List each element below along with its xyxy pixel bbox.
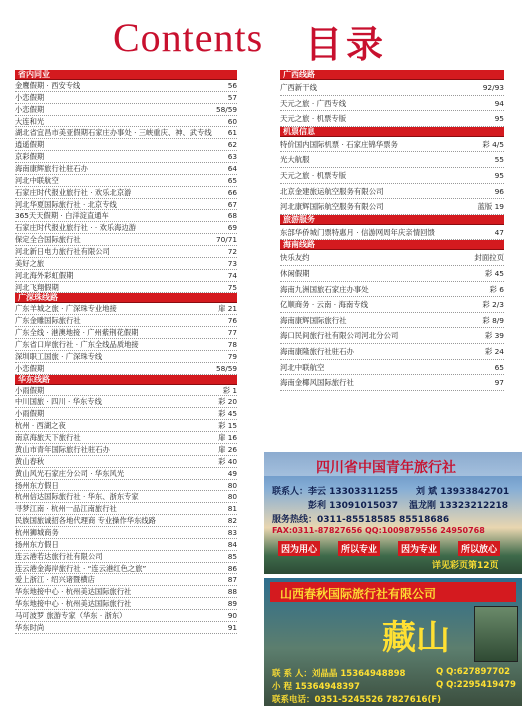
toc-entry[interactable]	[280, 96, 504, 112]
toc-entry-title: 小雨假期	[15, 409, 45, 419]
ad2-photo	[474, 606, 518, 662]
toc-entry[interactable]	[15, 234, 237, 246]
ad1-contact-1: 联系人：李云 13303311255	[272, 487, 399, 497]
toc-entry-page: 81	[227, 504, 237, 514]
toc-entry-title: 爱上浙江 · 绍兴诸暨横店	[15, 575, 95, 585]
toc-entry[interactable]	[15, 339, 237, 351]
toc-entry-page: 彩 6	[489, 284, 504, 294]
ad1-contact-1b: 刘 斌 13933842701	[416, 487, 510, 497]
toc-entry[interactable]	[15, 222, 237, 234]
toc-entry[interactable]	[15, 420, 237, 432]
toc-entry-title: 河北海外彩虹假期	[15, 270, 74, 280]
section-header: 广西线路	[280, 70, 504, 80]
ad2-phone: 联系电话：0351-5245526 7827616(F)	[272, 695, 442, 705]
toc-entry-title: 河北中联航空	[15, 175, 59, 185]
toc-entry[interactable]	[15, 574, 237, 586]
toc-entry-title: 休闲假期	[280, 268, 310, 278]
toc-entry-page: 彩 24	[484, 346, 504, 356]
toc-entry-title: 中川国旅 · 四川 · 华东专线	[15, 397, 102, 407]
toc-entry-page: 78	[227, 340, 237, 350]
toc-entry-page: 55	[494, 155, 504, 165]
toc-entry[interactable]	[280, 225, 504, 241]
toc-entry-title: 海南康隆旅行社驻石办	[280, 346, 354, 356]
section-header: 华东线路	[15, 375, 237, 385]
toc-entry-page: 85	[227, 551, 237, 561]
toc-entry-page: 86	[227, 563, 237, 573]
toc-entry-page: 彩 20	[218, 397, 237, 407]
toc-entry-page: 彩 45	[484, 268, 504, 278]
ad1-title: 四川省中国青年旅行社	[316, 460, 456, 476]
toc-entry[interactable]	[15, 563, 237, 575]
ad1-contact-2: 彭利 13091015037	[308, 501, 399, 511]
toc-entry[interactable]	[15, 163, 237, 175]
ad1-slogan-3: 因为专业	[398, 541, 440, 556]
toc-entry[interactable]	[15, 80, 237, 92]
toc-entry[interactable]	[280, 344, 504, 360]
toc-entry-page: 彩 39	[484, 331, 504, 341]
toc-entry-title: 华东地接中心 · 杭州美达国际旅行社	[15, 587, 132, 597]
toc-entry[interactable]	[15, 385, 237, 397]
toc-entry-title: 河北新日电力旅行社有限公司	[15, 247, 110, 257]
toc-entry-page: 60	[227, 116, 237, 126]
toc-entry-page: 彩 15	[218, 421, 237, 431]
toc-entry-title: 杭州狮城商务	[15, 527, 59, 537]
toc-entry-title: 天元之旅 · 机票专版	[280, 170, 347, 180]
toc-entry[interactable]	[15, 258, 237, 270]
section-header: 广深珠线路	[15, 293, 237, 303]
toc-entry-page: 69	[227, 223, 237, 233]
toc-entry-title: 深圳职工国旅 · 广深珠专线	[15, 351, 103, 361]
toc-entry[interactable]	[15, 315, 237, 327]
toc-entry[interactable]	[15, 303, 237, 315]
toc-entry[interactable]	[15, 527, 237, 539]
toc-entry-title: 亿顺商务 · 云南 · 海南专线	[280, 300, 369, 310]
toc-entry[interactable]	[280, 152, 504, 168]
toc-entry-page: 彩 45	[218, 409, 237, 419]
toc-entry[interactable]	[15, 598, 237, 610]
toc-entry-title: 民族国旅诚招各地代理商 专业操作华东线路	[15, 516, 156, 526]
toc-entry-title: 海南金椰风国际旅行社	[280, 378, 354, 388]
toc-entry[interactable]	[15, 175, 237, 187]
toc-entry[interactable]	[280, 80, 504, 96]
toc-entry-title: 连云港若达旅行社有限公司	[15, 551, 103, 561]
toc-entry[interactable]	[280, 137, 504, 153]
section-header: 旅游服务	[280, 215, 504, 225]
toc-entry[interactable]	[15, 246, 237, 258]
section-header: 省内同业	[15, 70, 237, 80]
toc-entry-page: 88	[227, 587, 237, 597]
toc-entry[interactable]	[15, 503, 237, 515]
toc-entry-page: 84	[227, 539, 237, 549]
toc-entry-title: 杭州信达国际旅行社 · 华东、浙东专家	[15, 492, 139, 502]
section-header: 机票信息	[280, 127, 504, 137]
toc-entry-page: 67	[227, 199, 237, 209]
left-column	[15, 70, 237, 634]
toc-entry[interactable]	[280, 168, 504, 184]
toc-entry-title: 广西新干线	[280, 83, 317, 92]
toc-entry[interactable]	[15, 456, 237, 468]
ad1-slogan-1: 因为用心	[278, 541, 320, 556]
toc-entry[interactable]	[15, 92, 237, 104]
toc-entry-page: 72	[227, 247, 237, 257]
toc-entry-title: 寻梦江南 · 杭州一品江南旅行社	[15, 504, 117, 514]
toc-entry-title: 天元之旅 · 广西专线	[280, 98, 347, 108]
right-column	[280, 70, 504, 391]
toc-entry-title: 广东金雕国际旅行社	[15, 316, 81, 326]
toc-entry-page: 91	[227, 622, 237, 632]
toc-entry-title: 广东省口岸旅行社 · 广东全线品质地接	[15, 340, 139, 350]
toc-entry-title: 华东时尚	[15, 622, 45, 632]
toc-entry[interactable]	[280, 111, 504, 127]
toc-entry-page: 58/59	[215, 363, 237, 373]
toc-entry-page: 76	[227, 316, 237, 326]
toc-entry[interactable]	[15, 444, 237, 456]
ad2-contact-2: 小 程 15364948397	[272, 682, 360, 692]
toc-entry[interactable]	[15, 127, 237, 139]
toc-entry-page: 75	[227, 282, 237, 292]
toc-entry-title: 海南康辉旅行社驻石办	[15, 164, 88, 174]
toc-entry[interactable]	[15, 408, 237, 420]
toc-entry[interactable]	[15, 515, 237, 527]
toc-entry-title: 石家庄时代报业旅行社 · · 欢乐海边游	[15, 223, 137, 233]
toc-entry[interactable]	[15, 480, 237, 492]
toc-entry-page: 彩 4/5	[482, 139, 504, 149]
toc-entry-page: 94	[494, 98, 504, 108]
toc-entry[interactable]	[15, 270, 237, 282]
toc-entry-title: 海口民间旅行社有限公司河北分公司	[280, 331, 399, 341]
toc-entry-page: 扉 21	[218, 304, 237, 314]
toc-entry[interactable]	[15, 151, 237, 163]
toc-entry-page: 47	[494, 227, 504, 237]
toc-entry-page: 77	[227, 328, 237, 338]
toc-entry-title: 天元之旅 · 机票专版	[280, 114, 347, 124]
toc-entry[interactable]	[280, 375, 504, 391]
toc-entry-page: 65	[494, 362, 504, 372]
advert-shanxi-spring[interactable]	[264, 578, 522, 706]
toc-entry-page: 蓝版 19	[477, 202, 504, 212]
toc-entry-title: 快乐友约	[280, 253, 310, 263]
toc-entry-page: 彩 40	[218, 456, 237, 466]
toc-entry-page: 扉 26	[218, 444, 237, 454]
header	[0, 0, 524, 68]
toc-entry-page: 57	[227, 92, 237, 102]
toc-entry-page: 79	[227, 351, 237, 361]
toc-entry-title: 东部华侨城门票特惠月 · 信游网周年庆亲情回馈	[280, 227, 435, 237]
toc-entry-page: 彩 8/9	[482, 315, 504, 325]
toc-entry[interactable]	[15, 327, 237, 339]
toc-entry-page: 66	[227, 187, 237, 197]
toc-entry-title: 华东地接中心 · 杭州美达国际旅行社	[15, 599, 132, 609]
toc-entry-page: 68	[227, 211, 237, 221]
toc-entry-title: 河北中联航空	[280, 362, 325, 372]
toc-entry[interactable]	[280, 266, 504, 282]
toc-entry-title: 小恋假期	[15, 363, 45, 373]
toc-entry-title: 河北飞翔假期	[15, 282, 59, 292]
toc-entry-title: 马可波罗 旅游专家（华东 · 浙东）	[15, 610, 127, 620]
toc-entry-title: 小雨假期	[15, 385, 45, 395]
toc-entry[interactable]	[280, 184, 504, 200]
toc-entry-title: 京彩假期	[15, 152, 45, 162]
toc-entry-page: 64	[227, 164, 237, 174]
ad2-qq-2: Q Q:2295419479	[436, 680, 516, 690]
toc-entry-title: 金鹰假期 · 西安专线	[15, 81, 81, 90]
toc-entry-page: 97	[494, 378, 504, 388]
toc-entry[interactable]	[15, 622, 237, 634]
ad2-title: 山西春秋国际旅行社有限公司	[280, 587, 437, 601]
toc-entry[interactable]	[280, 297, 504, 313]
ad1-slogan-2: 所以专业	[338, 541, 380, 556]
ad1-note: 详见彩页第12页	[432, 561, 499, 571]
ad2-logo: 藏山	[382, 618, 450, 658]
toc-entry-title: 黄山市青年国际旅行社驻石办	[15, 444, 110, 454]
toc-entry[interactable]	[15, 116, 237, 128]
toc-entry[interactable]	[15, 139, 237, 151]
toc-entry-title: 扬州东方假日	[15, 539, 59, 549]
toc-entry-page: 彩 2/3	[482, 300, 504, 310]
toc-entry-page: 65	[227, 175, 237, 185]
toc-entry-title: 黄山风光石家庄分公司 · 华东风光	[15, 468, 125, 478]
toc-entry[interactable]	[15, 199, 237, 211]
toc-entry[interactable]	[15, 187, 237, 199]
toc-entry-page: 80	[227, 480, 237, 490]
toc-entry-title: 湖北省宜昌市美亚假期石家庄办事处 · 三峡重庆、神、武专线	[15, 128, 212, 138]
toc-entry[interactable]	[15, 351, 237, 363]
ad2-contact-1: 联 系 人：刘晶晶 15364948898	[272, 669, 406, 679]
toc-entry-title: 北京金建旅运航空服务有限公司	[280, 186, 384, 196]
toc-entry-page: 49	[227, 468, 237, 478]
title-zh: 目录	[305, 23, 387, 66]
toc-entry-title: 小恋假期	[15, 104, 45, 114]
toc-entry-page: 89	[227, 599, 237, 609]
ad1-hotline: 服务热线：0311-85518585 85518686	[272, 515, 450, 525]
toc-entry-page: 58/59	[215, 104, 237, 114]
advert-sichuan-cyts[interactable]	[264, 452, 522, 574]
toc-entry-title: 连云港金海岸旅行社 · “连云港红色之旅”	[15, 563, 147, 573]
toc-entry-page: 彩 1	[222, 385, 237, 395]
toc-entry-title: 石家庄时代报业旅行社 · 欢乐北京游	[15, 187, 132, 197]
toc-entry-title: 海南康辉国际旅行社	[280, 315, 347, 325]
toc-entry[interactable]	[15, 586, 237, 598]
toc-entry-page: 73	[227, 258, 237, 268]
toc-entry-title: 逍遥假期	[15, 140, 45, 150]
toc-entry-title: 海南九洲国旅石家庄办事处	[280, 284, 369, 294]
toc-entry-page: 61	[227, 128, 237, 138]
toc-entry-title: 光大航服	[280, 155, 310, 165]
toc-entry[interactable]	[15, 551, 237, 563]
toc-entry-title: 特价国内国际机票 · 石家庄锦华票务	[280, 139, 398, 149]
toc-entry-title: 扬州东方假日	[15, 480, 59, 490]
toc-entry-page: 56	[227, 81, 237, 90]
toc-entry-page: 92/93	[482, 83, 504, 92]
toc-entry[interactable]	[15, 432, 237, 444]
ad1-fax: FAX:0311-87827656 QQ:1009879556 24950768	[272, 526, 485, 535]
toc-entry[interactable]	[15, 396, 237, 408]
toc-entry[interactable]	[15, 539, 237, 551]
toc-entry-page: 扉 16	[218, 433, 237, 443]
section-header: 海南线路	[280, 240, 504, 250]
toc-entry-title: 广东羊城之旅 · 广深珠专业地接	[15, 304, 117, 314]
toc-entry-title: 河北华夏国际旅行社 · 北京专线	[15, 199, 117, 209]
toc-entry[interactable]	[15, 104, 237, 116]
toc-entry-page: 96	[494, 186, 504, 196]
toc-entry[interactable]	[280, 360, 504, 376]
toc-entry-title: 小恋假期	[15, 92, 45, 102]
toc-entry-title: 杭州 · 西湖之夜	[15, 421, 66, 431]
toc-entry[interactable]	[280, 199, 504, 215]
toc-entry[interactable]	[280, 328, 504, 344]
toc-entry[interactable]	[15, 210, 237, 222]
toc-entry-page: 62	[227, 140, 237, 150]
toc-entry[interactable]	[15, 363, 237, 375]
toc-entry[interactable]	[280, 250, 504, 266]
ad1-slogan-4: 所以放心	[458, 541, 500, 556]
toc-entry[interactable]	[15, 282, 237, 294]
toc-entry[interactable]	[15, 610, 237, 622]
toc-entry-page: 95	[494, 114, 504, 124]
toc-entry[interactable]	[280, 313, 504, 329]
toc-entry-page: 90	[227, 610, 237, 620]
toc-entry-title: 大连和光	[15, 116, 45, 126]
toc-entry-title: 保定全合国际旅行社	[15, 235, 81, 245]
toc-entry-title: 美好之旅	[15, 258, 45, 268]
toc-entry-page: 74	[227, 270, 237, 280]
toc-entry-page: 70/71	[215, 235, 237, 245]
toc-entry-page: 95	[494, 170, 504, 180]
toc-entry-title: 南京海旅天下旅行社	[15, 433, 81, 443]
ad2-qq-1: Q Q:627897702	[436, 667, 511, 677]
toc-entry-title: 黄山春秋	[15, 456, 45, 466]
toc-entry-page: 封面拉页	[474, 253, 504, 263]
title-en: Contents	[113, 15, 264, 60]
ad1-contact-2b: 温龙刚 13323212218	[409, 501, 509, 511]
toc-entry-page: 80	[227, 492, 237, 502]
toc-entry-page: 87	[227, 575, 237, 585]
toc-entry-page: 82	[227, 516, 237, 526]
toc-entry[interactable]	[15, 468, 237, 480]
toc-entry[interactable]	[15, 491, 237, 503]
toc-entry-title: 365天天假期 · 白洋淀直通车	[15, 211, 109, 221]
toc-entry[interactable]	[280, 282, 504, 298]
toc-entry-title: 河北康辉国际航空服务有限公司	[280, 202, 384, 212]
toc-entry-page: 83	[227, 527, 237, 537]
toc-entry-title: 广东全线 · 港澳地接 · 广州紫荆花假期	[15, 328, 139, 338]
toc-entry-page: 63	[227, 152, 237, 162]
